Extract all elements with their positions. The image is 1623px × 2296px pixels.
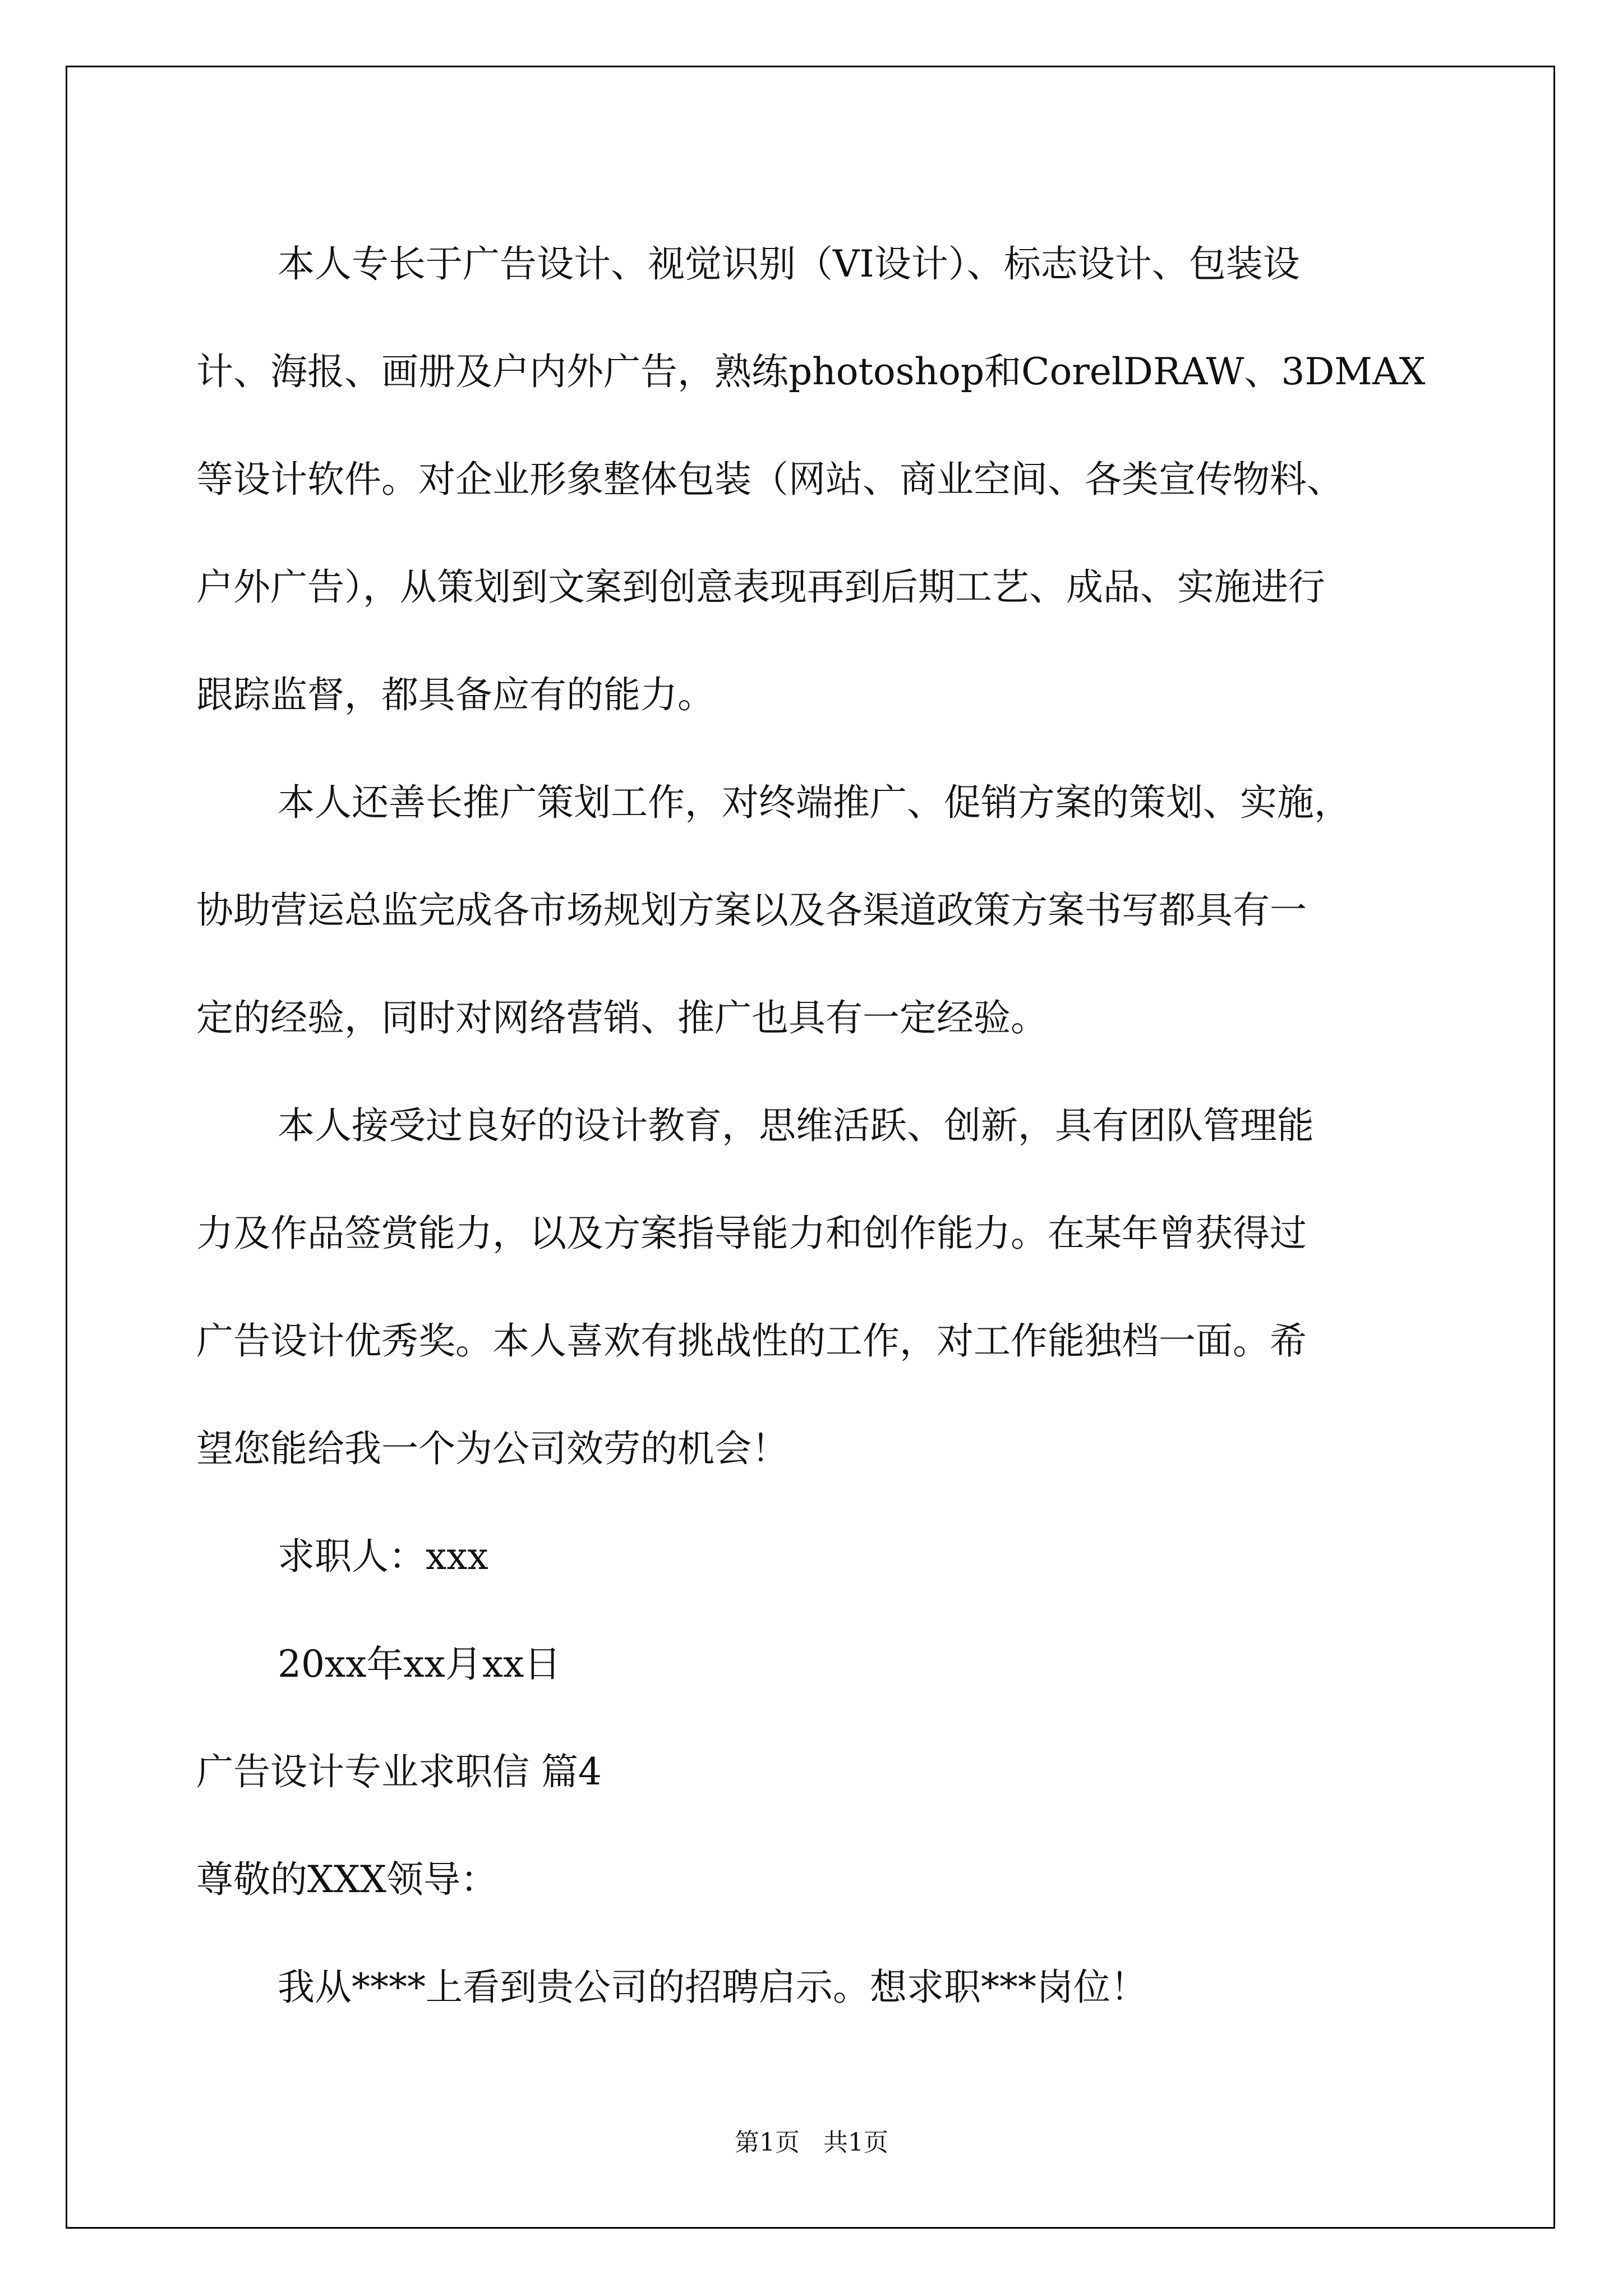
section-heading: 广告设计专业求职信 篇4 (196, 1750, 602, 1793)
paragraph-line: 望您能给我一个为公司效劳的机会！ (196, 1427, 789, 1470)
applicant-signature: 求职人：xxx (278, 1535, 488, 1578)
paragraph-line: 计、海报、画册及户内外广告，熟练photoshop和CorelDRAW、3DMAX (196, 350, 1426, 393)
paragraph-line: 本人还善长推广策划工作，对终端推广、促销方案的策划、实施， (278, 781, 1351, 824)
salutation: 尊敬的XXX领导： (196, 1858, 497, 1901)
opening-line: 我从****上看到贵公司的招聘启示。想求职***岗位！ (278, 1966, 1147, 2009)
paragraph-line: 本人专长于广告设计、视觉识别（VI设计）、标志设计、包装设 (278, 242, 1300, 286)
paragraph-line: 定的经验，同时对网络营销、推广也具有一定经验。 (196, 996, 1048, 1039)
document-body (196, 210, 1475, 2041)
page-number-current: 第1页 (735, 2128, 800, 2157)
paragraph-line: 协助营运总监完成各市场规划方案以及各渠道政策方案书写都具有一 (196, 889, 1307, 932)
paragraph-line: 力及作品签赏能力，以及方案指导能力和创作能力。在某年曾获得过 (196, 1212, 1307, 1255)
page-number-total: 共1页 (823, 2128, 888, 2157)
page-footer (0, 2126, 1623, 2160)
paragraph-line: 本人接受过良好的设计教育，思维活跃、创新，具有团队管理能 (278, 1104, 1314, 1147)
paragraph-line: 户外广告），从策划到文案到创意表现再到后期工艺、成品、实施进行 (196, 565, 1325, 609)
paragraph-line: 等设计软件。对企业形象整体包装（网站、商业空间、各类宣传物料、 (196, 458, 1344, 501)
paragraph-line: 广告设计优秀奖。本人喜欢有挑战性的工作，对工作能独档一面。希 (196, 1319, 1307, 1363)
signature-date: 20xx年xx月xx日 (278, 1642, 561, 1686)
paragraph-line: 跟踪监督，都具备应有的能力。 (196, 673, 714, 716)
